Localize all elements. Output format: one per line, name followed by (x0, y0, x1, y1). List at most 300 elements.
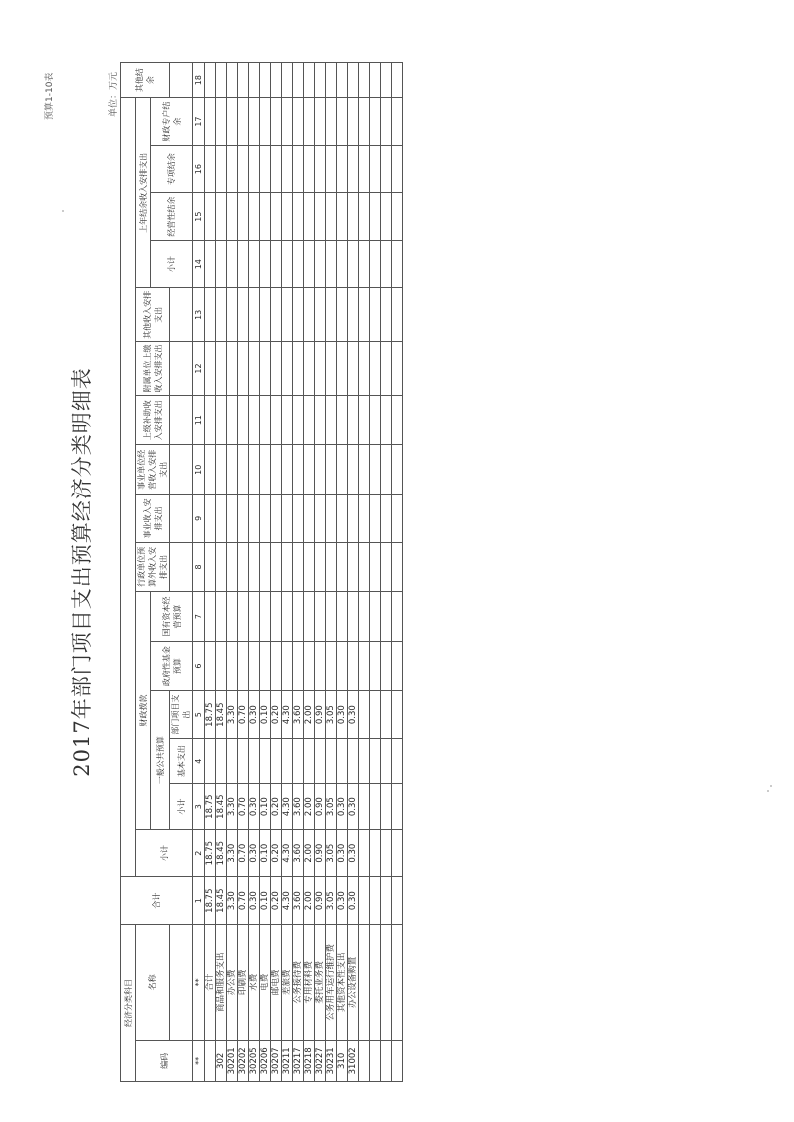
empty-cell (315, 495, 326, 543)
empty-cell (381, 445, 392, 495)
empty-cell (271, 288, 282, 342)
empty-cell (216, 641, 227, 691)
subtotal-cell: 0.10 (260, 829, 271, 877)
empty-cell (370, 63, 381, 98)
subtotal-cell: 4.30 (282, 829, 293, 877)
column-index: 9 (193, 495, 205, 543)
empty-cell (216, 542, 227, 592)
code-cell: 30201 (227, 1040, 238, 1081)
code-cell: 30206 (260, 1040, 271, 1081)
header-basic-exp: 基本支出 (170, 738, 193, 783)
general-subtotal-cell: 2.00 (304, 784, 315, 829)
general-subtotal-cell: 3.30 (227, 784, 238, 829)
subtotal-cell: 18.45 (216, 829, 227, 877)
empty-cell (238, 193, 249, 241)
empty-cell (326, 342, 337, 396)
column-index: 7 (193, 592, 205, 642)
column-index: 17 (193, 98, 205, 146)
total-cell: 4.30 (282, 877, 293, 925)
table-row (249, 63, 260, 1082)
empty-cell (337, 342, 348, 396)
basic-exp-cell (271, 738, 282, 783)
empty-cell (370, 924, 381, 1040)
total-cell: 2.00 (304, 877, 315, 925)
empty-cell (304, 98, 315, 146)
empty-cell (227, 495, 238, 543)
empty-cell (260, 542, 271, 592)
empty-cell (381, 924, 392, 1040)
empty-cell (381, 342, 392, 396)
dept-proj-cell: 0.30 (337, 691, 348, 739)
header-subtotal: 小计 (136, 829, 193, 877)
empty-cell (370, 342, 381, 396)
empty-cell (249, 641, 260, 691)
empty-cell (227, 288, 238, 342)
empty-cell (381, 495, 392, 543)
empty-cell (392, 1040, 403, 1081)
column-index-row (193, 63, 205, 1082)
header-lower-remit: 附属单位上缴收入安排支出 (136, 342, 170, 396)
empty-cell (216, 193, 227, 241)
blank-row (359, 63, 370, 1082)
empty-cell (249, 193, 260, 241)
table-row (304, 63, 315, 1082)
column-index: 1 (193, 877, 205, 925)
empty-cell (326, 592, 337, 642)
empty-cell (370, 395, 381, 445)
empty-cell (282, 342, 293, 396)
empty-cell (260, 395, 271, 445)
header-admin-extra-b (170, 542, 193, 592)
total-cell: 3.30 (227, 877, 238, 925)
empty-cell (293, 395, 304, 445)
dept-proj-cell: 0.30 (348, 691, 359, 739)
code-cell: 30218 (304, 1040, 315, 1081)
empty-cell (381, 691, 392, 739)
empty-cell (238, 145, 249, 193)
dept-proj-cell: 18.45 (216, 691, 227, 739)
empty-cell (282, 592, 293, 642)
basic-exp-cell (205, 738, 216, 783)
general-subtotal-cell: 4.30 (282, 784, 293, 829)
column-index: 18 (193, 63, 205, 98)
dept-proj-cell: 0.30 (249, 691, 260, 739)
empty-cell (359, 542, 370, 592)
empty-cell (271, 98, 282, 146)
empty-cell (249, 63, 260, 98)
basic-exp-cell (304, 738, 315, 783)
empty-cell (337, 193, 348, 241)
empty-cell (359, 641, 370, 691)
header-c-operating: 经营性结余 (151, 193, 193, 241)
code-cell: 30231 (326, 1040, 337, 1081)
total-cell: 0.30 (337, 877, 348, 925)
empty-cell (271, 145, 282, 193)
column-index: 11 (193, 395, 205, 445)
attachment-label: 预算1-10表 (45, 72, 55, 120)
empty-cell (282, 495, 293, 543)
empty-cell (282, 641, 293, 691)
empty-cell (238, 342, 249, 396)
basic-exp-cell (348, 738, 359, 783)
empty-cell (304, 240, 315, 288)
empty-cell (304, 395, 315, 445)
empty-cell (205, 193, 216, 241)
empty-cell (348, 193, 359, 241)
empty-cell (359, 1040, 370, 1081)
total-cell: 3.60 (293, 877, 304, 925)
empty-cell (216, 342, 227, 396)
empty-cell (381, 592, 392, 642)
general-subtotal-cell: 3.05 (326, 784, 337, 829)
empty-cell (304, 445, 315, 495)
empty-cell (326, 542, 337, 592)
empty-cell (282, 288, 293, 342)
empty-cell (238, 542, 249, 592)
empty-cell (293, 193, 304, 241)
empty-cell (381, 738, 392, 783)
empty-cell (348, 63, 359, 98)
empty-cell (205, 288, 216, 342)
header-business-income-b (170, 495, 193, 543)
empty-cell (205, 592, 216, 642)
empty-cell (348, 98, 359, 146)
empty-cell (249, 445, 260, 495)
empty-cell (293, 98, 304, 146)
table-row (315, 63, 326, 1082)
code-cell: 30217 (293, 1040, 304, 1081)
empty-cell (271, 445, 282, 495)
empty-cell (359, 691, 370, 739)
subtotal-cell: 18.75 (205, 829, 216, 877)
empty-cell (205, 495, 216, 543)
name-cell: 商品和服务支出 (216, 924, 227, 1040)
empty-cell (370, 240, 381, 288)
table-row (205, 63, 216, 1082)
empty-cell (315, 98, 326, 146)
empty-cell (337, 395, 348, 445)
empty-cell (359, 288, 370, 342)
empty-cell (249, 145, 260, 193)
empty-cell (326, 63, 337, 98)
empty-cell (370, 877, 381, 925)
header-operating-income: 事业单位经营收入安排支出 (136, 445, 170, 495)
total-cell: 3.05 (326, 877, 337, 925)
empty-cell (370, 542, 381, 592)
empty-cell (315, 445, 326, 495)
empty-cell (293, 641, 304, 691)
header-lower-remit-b (170, 342, 193, 396)
empty-cell (205, 342, 216, 396)
empty-cell (282, 445, 293, 495)
empty-cell (348, 288, 359, 342)
empty-cell (216, 98, 227, 146)
name-cell: 电费 (260, 924, 271, 1040)
empty-cell (293, 145, 304, 193)
empty-cell (282, 193, 293, 241)
empty-cell (216, 592, 227, 642)
header-other-income: 其他收入安排支出 (136, 288, 170, 342)
empty-cell (326, 288, 337, 342)
empty-cell (205, 395, 216, 445)
empty-cell (205, 542, 216, 592)
empty-cell (370, 193, 381, 241)
subtotal-cell: 0.70 (238, 829, 249, 877)
empty-cell (370, 592, 381, 642)
empty-cell (392, 738, 403, 783)
name-cell: 公务接待费 (293, 924, 304, 1040)
header-sub-subsidy-b (170, 395, 193, 445)
code-cell: 302 (216, 1040, 227, 1081)
empty-cell (337, 495, 348, 543)
table-row (348, 63, 359, 1082)
dept-proj-cell: 4.30 (282, 691, 293, 739)
empty-cell (392, 98, 403, 146)
empty-cell (227, 63, 238, 98)
empty-cell (315, 145, 326, 193)
total-cell: 0.30 (249, 877, 260, 925)
table-row (282, 63, 293, 1082)
basic-exp-cell (337, 738, 348, 783)
general-subtotal-cell: 18.75 (205, 784, 216, 829)
empty-cell (315, 592, 326, 642)
subtotal-cell: 3.30 (227, 829, 238, 877)
empty-cell (271, 592, 282, 642)
header-fiscal: 财政拨款 (136, 592, 151, 830)
empty-cell (359, 784, 370, 829)
empty-cell (293, 495, 304, 543)
empty-cell (293, 542, 304, 592)
empty-cell (260, 592, 271, 642)
header-sub-subsidy: 上级补助收入安排支出 (136, 395, 170, 445)
empty-cell (249, 240, 260, 288)
empty-cell (216, 395, 227, 445)
empty-cell (392, 592, 403, 642)
code-cell: 310 (337, 1040, 348, 1081)
scan-speck (62, 210, 64, 212)
empty-cell (216, 495, 227, 543)
empty-cell (392, 641, 403, 691)
empty-cell (293, 592, 304, 642)
empty-cell (227, 240, 238, 288)
header-name: 名称 (136, 924, 170, 1040)
column-index: 5 (193, 691, 205, 739)
empty-cell (315, 641, 326, 691)
rotated-page (42, 52, 782, 1092)
empty-cell (381, 145, 392, 193)
empty-cell (370, 1040, 381, 1081)
empty-cell (271, 495, 282, 543)
header-c-subtotal: 小计 (151, 240, 193, 288)
empty-cell (392, 691, 403, 739)
total-cell: 0.70 (238, 877, 249, 925)
empty-cell (282, 145, 293, 193)
empty-cell (282, 240, 293, 288)
header-other-balance: 其他结余 (121, 63, 170, 98)
empty-cell (370, 829, 381, 877)
empty-cell (381, 63, 392, 98)
basic-exp-cell (227, 738, 238, 783)
empty-cell (249, 395, 260, 445)
column-index: 8 (193, 542, 205, 592)
empty-cell (337, 288, 348, 342)
empty-cell (304, 193, 315, 241)
empty-cell (238, 592, 249, 642)
empty-cell (238, 98, 249, 146)
column-index: 2 (193, 829, 205, 877)
header-code: 编码 (136, 1040, 193, 1081)
empty-cell (359, 924, 370, 1040)
header-state-capital: 国有资本经营预算 (151, 592, 193, 642)
empty-cell (315, 240, 326, 288)
empty-cell (249, 592, 260, 642)
star-name: ** (193, 924, 205, 1040)
empty-cell (315, 542, 326, 592)
empty-cell (205, 641, 216, 691)
empty-cell (205, 240, 216, 288)
empty-cell (304, 145, 315, 193)
basic-exp-cell (216, 738, 227, 783)
empty-cell (326, 193, 337, 241)
empty-cell (359, 495, 370, 543)
name-cell: 邮电费 (271, 924, 282, 1040)
empty-cell (392, 924, 403, 1040)
unit-label: 单位：万元 (109, 71, 119, 117)
header-business-income: 事业收入安排支出 (136, 495, 170, 543)
empty-cell (370, 784, 381, 829)
empty-cell (260, 193, 271, 241)
subtotal-cell: 0.30 (337, 829, 348, 877)
empty-cell (260, 240, 271, 288)
subtotal-cell: 3.60 (293, 829, 304, 877)
empty-cell (227, 342, 238, 396)
table-row (293, 63, 304, 1082)
header-econ-class: 经济分类科目 (121, 924, 136, 1081)
general-subtotal-cell: 3.60 (293, 784, 304, 829)
column-index: 10 (193, 445, 205, 495)
empty-cell (359, 240, 370, 288)
empty-cell (392, 877, 403, 925)
name-cell: 印刷费 (238, 924, 249, 1040)
name-cell: 其他资本性支出 (337, 924, 348, 1040)
empty-cell (205, 145, 216, 193)
subtotal-cell: 0.30 (249, 829, 260, 877)
column-index: 14 (193, 240, 205, 288)
table-row (271, 63, 282, 1082)
code-cell: 30207 (271, 1040, 282, 1081)
table-row (260, 63, 271, 1082)
empty-cell (381, 877, 392, 925)
empty-cell (381, 395, 392, 445)
empty-cell (337, 145, 348, 193)
empty-cell (392, 542, 403, 592)
header-dept-proj: 部门项目支出 (170, 691, 193, 739)
empty-cell (282, 395, 293, 445)
empty-cell (348, 542, 359, 592)
empty-cell (315, 342, 326, 396)
table-row (326, 63, 337, 1082)
empty-cell (392, 829, 403, 877)
empty-cell (293, 445, 304, 495)
dept-proj-cell: 18.75 (205, 691, 216, 739)
empty-cell (370, 145, 381, 193)
empty-cell (326, 495, 337, 543)
dept-proj-cell: 0.20 (271, 691, 282, 739)
name-cell: 办公设备购置 (348, 924, 359, 1040)
empty-cell (293, 288, 304, 342)
header-total: 合计 (121, 877, 193, 925)
basic-exp-cell (260, 738, 271, 783)
empty-cell (315, 288, 326, 342)
empty-cell (337, 641, 348, 691)
dept-proj-cell: 0.10 (260, 691, 271, 739)
header-general-budget: 一般公共预算 (151, 691, 170, 829)
empty-cell (216, 288, 227, 342)
empty-cell (260, 63, 271, 98)
empty-cell (205, 98, 216, 146)
dept-proj-cell: 3.60 (293, 691, 304, 739)
empty-cell (370, 691, 381, 739)
subtotal-cell: 0.90 (315, 829, 326, 877)
empty-cell (326, 145, 337, 193)
empty-cell (282, 542, 293, 592)
empty-cell (348, 495, 359, 543)
header-carryover: 上年结余收入安排支出 (136, 98, 151, 288)
empty-cell (359, 193, 370, 241)
empty-cell (348, 342, 359, 396)
total-cell: 0.90 (315, 877, 326, 925)
total-cell: 0.30 (348, 877, 359, 925)
general-subtotal-cell: 18.45 (216, 784, 227, 829)
empty-cell (315, 63, 326, 98)
basic-exp-cell (326, 738, 337, 783)
empty-cell (260, 641, 271, 691)
empty-cell (227, 98, 238, 146)
header-gov-fund: 政府性基金预算 (151, 641, 193, 691)
total-cell: 18.45 (216, 877, 227, 925)
column-index: 6 (193, 641, 205, 691)
empty-cell (249, 98, 260, 146)
header-g-subtotal: 小计 (170, 784, 193, 829)
empty-cell (381, 98, 392, 146)
column-index: 15 (193, 193, 205, 241)
empty-cell (359, 395, 370, 445)
empty-cell (216, 145, 227, 193)
empty-cell (271, 641, 282, 691)
general-subtotal-cell: 0.30 (337, 784, 348, 829)
empty-cell (271, 342, 282, 396)
name-cell: 委托业务费 (315, 924, 326, 1040)
header-other-income-b (170, 288, 193, 342)
empty-cell (359, 829, 370, 877)
empty-cell (326, 445, 337, 495)
name-cell: 合计 (205, 924, 216, 1040)
empty-cell (370, 641, 381, 691)
empty-cell (271, 395, 282, 445)
empty-cell (359, 98, 370, 146)
empty-cell (370, 738, 381, 783)
empty-cell (260, 495, 271, 543)
empty-cell (238, 395, 249, 445)
code-cell: 31002 (348, 1040, 359, 1081)
dept-proj-cell: 2.00 (304, 691, 315, 739)
table-row (238, 63, 249, 1082)
empty-cell (326, 641, 337, 691)
subtotal-cell: 0.20 (271, 829, 282, 877)
empty-cell (348, 240, 359, 288)
code-cell (205, 1040, 216, 1081)
blank-row (370, 63, 381, 1082)
